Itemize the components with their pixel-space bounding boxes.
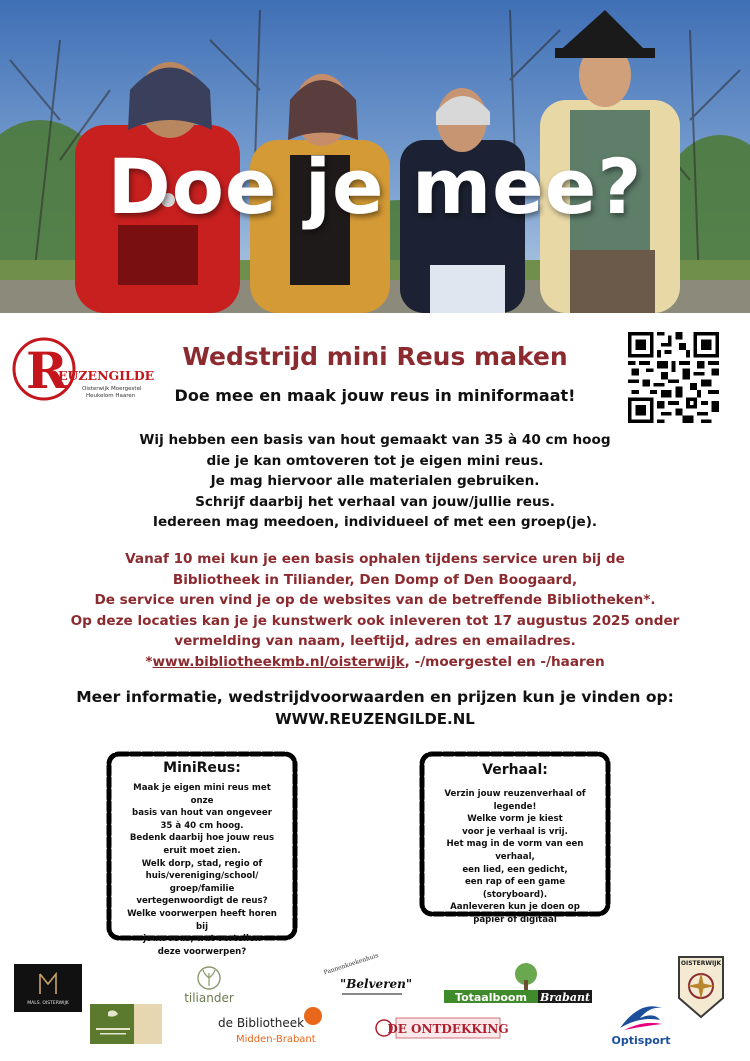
website-link[interactable]: WWW.REUZENGILDE.NL — [275, 710, 475, 728]
verhaal-line: Het mag in de vorm van een verhaal, — [446, 839, 584, 862]
verhaal-line: legende! — [493, 801, 537, 812]
oisterwijk-badge-text: OISTERWIJK — [680, 960, 722, 967]
tiliander-logo — [178, 964, 240, 1008]
minireus-line: Welk dorp, stad, regio of — [141, 858, 263, 869]
belveren-top-text: Pannenkoekenhuis — [322, 952, 380, 977]
verhaal-box — [416, 748, 614, 925]
optisport-text: Optisport — [611, 1034, 671, 1047]
logo-letter: R — [26, 341, 68, 400]
tiliander-text: tiliander — [184, 991, 234, 1005]
totaalboom-brabant-text: Brabant — [539, 991, 591, 1004]
totaalboom-text: Totaalboom — [455, 991, 527, 1004]
pickup-line: Vanaf 10 mei kun je een basis ophalen tijdens service uren bij de — [125, 551, 625, 567]
minireus-line: huis/vereniging/school/ — [145, 871, 259, 882]
pickup-url-line — [0, 652, 750, 673]
description-line: Schrijf daarbij het verhaal van jouw/jullie reus. — [195, 493, 555, 510]
minireus-text — [127, 782, 277, 958]
url-prefix: * — [145, 653, 153, 670]
pickup-block — [0, 549, 750, 672]
url-suffix: , -/moergestel en -/haaren — [404, 653, 605, 670]
minireus-line: groep/familie — [169, 883, 235, 894]
pickup-line: De service uren vind je op de websites van de betreffende Bibliotheken*. — [94, 592, 656, 608]
belveren-logo — [322, 952, 413, 1000]
bibliotheek-subtext: Midden-Brabant — [236, 1034, 316, 1045]
verhaal-content — [440, 762, 590, 927]
description-line: Iedereen mag meedoen, individueel of met een groep(je). — [152, 514, 598, 530]
verhaal-line: Welke vorm je kiest — [467, 814, 563, 825]
bibliotheek-logo — [216, 1004, 326, 1046]
ontdekking-text: DE ONTDEKKING — [387, 1022, 509, 1036]
pickup-line: Bibliotheek in Tiliander, Den Domp of Den Boogaard, — [172, 571, 578, 588]
info-line: Meer informatie, wedstrijdvoorwaarden en prijzen kun je vinden op: — [76, 688, 674, 706]
bibliotheek-text: de Bibliotheek — [218, 1016, 305, 1030]
totaalboom-logo — [444, 962, 592, 1006]
optisport-logo — [610, 998, 672, 1048]
minireus-line: Welke voorwerpen heeft horen bij — [127, 908, 277, 932]
minireus-line: deze voorwerpen? — [157, 946, 247, 957]
description-line: Wij hebben een basis van hout gemaakt van 35 à 40 cm hoog — [139, 432, 611, 448]
pickup-line: vermelding van naam, leeftijd, adres en emailadres. — [174, 633, 576, 649]
belveren-text: "Belveren" — [340, 977, 413, 991]
sponsor-tiliander[interactable] — [178, 964, 240, 1008]
verhaal-line: Verzin jouw reuzenverhaal of — [444, 789, 586, 799]
sponsor-ontdekking[interactable] — [374, 1016, 509, 1042]
minireus-content — [127, 760, 277, 958]
minireus-line: eruit moet zien. — [163, 845, 241, 856]
verhaal-line: een rap of een game (storyboard). — [464, 877, 566, 900]
pickup-line: Op deze locaties kan je je kunstwerk ook inleveren tot 17 augustus 2025 onder — [70, 612, 680, 629]
minireus-line: jouw reus, wat vertellen — [143, 934, 261, 945]
description-line: die je kan omtoveren tot je eigen mini reus. — [206, 452, 544, 469]
contest-title: Wedstrijd mini Reus maken — [182, 342, 568, 371]
mals-logo — [14, 964, 82, 1012]
hero-banner — [0, 0, 750, 313]
verhaal-text — [440, 788, 590, 927]
bibliotheek-link[interactable]: www.bibliotheekmb.nl/oisterwijk — [152, 653, 405, 670]
minireus-line: Bedenk daarbij hoe jouw reus — [129, 833, 275, 844]
mals-text: MALS. OISTERWIJK — [27, 1001, 69, 1006]
sponsor-totaalboom[interactable] — [444, 962, 592, 1006]
verhaal-line: papier of digitaal — [473, 914, 557, 925]
minireus-title: MiniReus: — [163, 760, 241, 776]
minireus-line: 35 à 40 cm hoog. — [160, 820, 244, 831]
logo-line2: Heukelom Haaren — [86, 393, 136, 399]
verhaal-title: Verhaal: — [482, 762, 548, 778]
sponsor-mals[interactable] — [14, 964, 82, 1012]
sponsor-optisport[interactable] — [610, 998, 672, 1048]
description-block — [0, 430, 750, 533]
sponsor-bibliotheek[interactable] — [216, 1004, 326, 1046]
description-line: Je mag hiervoor alle materialen gebruiken. — [210, 473, 540, 489]
oisterwijk-adventures-logo — [676, 954, 726, 1020]
sponsor-belveren[interactable] — [322, 952, 413, 1000]
minireus-line: Maak je eigen mini reus met onze — [133, 783, 271, 806]
sponsor-rijksmonument[interactable] — [90, 1004, 162, 1044]
contest-subtitle: Doe mee en maak jouw reus in miniformaat! — [174, 386, 576, 405]
verhaal-line: voor je verhaal is vrij. — [462, 826, 568, 837]
sponsor-oisterwijk-adventures[interactable] — [676, 954, 726, 1020]
verhaal-line: Aanleveren kun je doen op — [450, 902, 580, 913]
hero-title: Doe je mee? — [107, 142, 643, 231]
ontdekking-logo — [374, 1016, 509, 1042]
minireus-line: vertegenwoordigt de reus? — [136, 896, 268, 907]
logo-line1: Oisterwijk Moergestel — [82, 386, 142, 392]
verhaal-line: een lied, een gedicht, — [462, 864, 568, 875]
logo-name: EUZENGILDE — [58, 368, 155, 383]
minireus-line: basis van hout van ongeveer — [132, 808, 272, 819]
green-sponsor-logo — [90, 1004, 162, 1044]
minireus-box — [103, 748, 301, 957]
